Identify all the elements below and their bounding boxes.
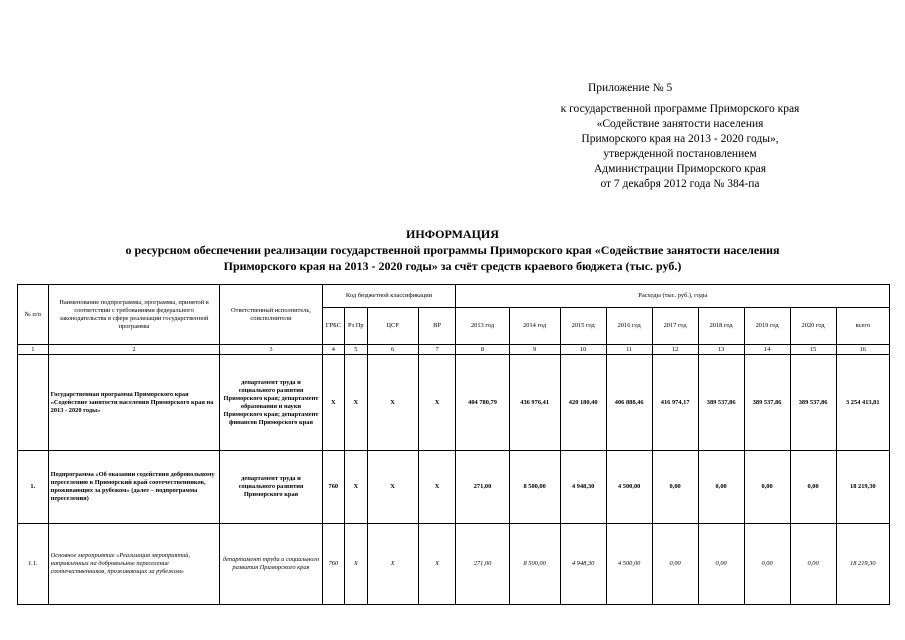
row-2013: 271,00 [456, 524, 509, 605]
column-number: 10 [560, 345, 606, 355]
table-row-activity [18, 524, 890, 605]
header-expenses: Расходы (тыс. руб.), годы [456, 285, 890, 308]
header-grbs: ГРБС [322, 308, 344, 345]
row-name: Основное мероприятие «Реализация мероприятий, направленных на добровольное переселение соотечественников, проживающих за рубежом» [48, 524, 220, 605]
table-header-row [18, 285, 890, 308]
row-total: 18 219,30 [836, 451, 889, 524]
row-2019: 0,00 [744, 524, 790, 605]
row-2015: 420 180,40 [560, 355, 606, 451]
row-executor: департамент труда и социального развития Приморского края [220, 451, 322, 524]
column-number: 4 [322, 345, 344, 355]
title-line: о ресурсном обеспечении реализации государственной программы Приморского края «Содействие занятости населения [125, 243, 780, 257]
row-vr: X [418, 451, 456, 524]
row-executor: департамент труда и социального развития Приморского края; департамент образования и науки Приморского края; департамент финансов Приморского края [220, 355, 322, 451]
row-2020: 0,00 [790, 451, 836, 524]
row-2020: 0,00 [790, 524, 836, 605]
column-number: 8 [456, 345, 509, 355]
row-total: 3 254 413,81 [836, 355, 889, 451]
row-rzpr: X [345, 451, 367, 524]
row-name: Государственная программа Приморского края «Содействие занятости населения Приморского края на 2013 - 2020 годы» [48, 355, 220, 451]
column-number: 12 [652, 345, 698, 355]
row-name: Подпрограмма «Об оказании содействия добровольному переселению в Приморский край соотечественников, проживающих за рубежом» (далее – подпрограмма переселения) [48, 451, 220, 524]
row-2017: 416 974,17 [652, 355, 698, 451]
header-total: всего [836, 308, 889, 345]
header-num: № п/п [18, 285, 49, 345]
row-grbs: 760 [322, 524, 344, 605]
appendix-line: утвержденной постановлением [603, 148, 757, 160]
row-2016: 406 888,46 [606, 355, 652, 451]
row-vr: X [418, 355, 456, 451]
header-executor: Ответственный исполнитель, соисполнители [220, 285, 322, 345]
column-number: 3 [220, 345, 322, 355]
appendix-line: Администрации Приморского края [594, 163, 766, 175]
column-number: 14 [744, 345, 790, 355]
row-executor: департамент труда и социального развития Приморского края [220, 524, 322, 605]
appendix-line: «Содействие занятости населения [596, 118, 764, 130]
row-grbs: 760 [322, 451, 344, 524]
appendix-line: Приморского края на 2013 - 2020 годы», [581, 133, 779, 145]
header-2014: 2014 год [509, 308, 560, 345]
row-2018: 0,00 [698, 451, 744, 524]
row-2018: 389 537,86 [698, 355, 744, 451]
column-number: 7 [418, 345, 456, 355]
row-grbs: X [322, 355, 344, 451]
row-2017: 0,00 [652, 451, 698, 524]
column-number: 6 [367, 345, 418, 355]
header-2015: 2015 год [560, 308, 606, 345]
row-2019: 389 537,86 [744, 355, 790, 451]
row-2019: 0,00 [744, 451, 790, 524]
row-rzpr: X [345, 355, 367, 451]
appendix-block [520, 81, 840, 192]
column-number: 15 [790, 345, 836, 355]
row-vr: X [418, 524, 456, 605]
row-2016: 4 500,00 [606, 451, 652, 524]
title-heading: ИНФОРМАЦИЯ [406, 227, 499, 241]
document-title [0, 226, 905, 274]
column-number: 11 [606, 345, 652, 355]
row-2013: 271,00 [456, 451, 509, 524]
header-rzpr: Рз Пр [345, 308, 367, 345]
resource-table [17, 284, 890, 605]
row-num [18, 355, 49, 451]
header-budget-code: Код бюджетной классификации [322, 285, 456, 308]
row-2015: 4 948,30 [560, 524, 606, 605]
row-csr: X [367, 524, 418, 605]
header-name: Наименование подпрограммы, программы, принятой в соответствии с требованиями федерального законодательства в сфере реализации государственной программы [48, 285, 220, 345]
table-row-subprogram [18, 451, 890, 524]
row-2016: 4 500,00 [606, 524, 652, 605]
header-2016: 2016 год [606, 308, 652, 345]
row-2018: 0,00 [698, 524, 744, 605]
header-2020: 2020 год [790, 308, 836, 345]
appendix-line: к государственной программе Приморского края [560, 103, 800, 115]
row-num: 1. [18, 451, 49, 524]
column-numbers-row [18, 345, 890, 355]
row-2020: 389 537,86 [790, 355, 836, 451]
header-2017: 2017 год [652, 308, 698, 345]
row-2015: 4 948,30 [560, 451, 606, 524]
row-2014: 8 500,00 [509, 524, 560, 605]
row-total: 18 219,30 [836, 524, 889, 605]
column-number: 2 [48, 345, 220, 355]
header-2018: 2018 год [698, 308, 744, 345]
row-rzpr: X [345, 524, 367, 605]
header-vr: ВР [418, 308, 456, 345]
row-2017: 0,00 [652, 524, 698, 605]
column-number: 9 [509, 345, 560, 355]
title-line: Приморского края на 2013 - 2020 годы» за счёт средств краевого бюджета (тыс. руб.) [223, 259, 682, 273]
column-number: 16 [836, 345, 889, 355]
row-2013: 404 780,79 [456, 355, 509, 451]
appendix-line: от 7 декабря 2012 года № 384-па [600, 178, 760, 190]
header-csr: ЦСР [367, 308, 418, 345]
header-2019: 2019 год [744, 308, 790, 345]
column-number: 13 [698, 345, 744, 355]
row-2014: 8 500,00 [509, 451, 560, 524]
row-csr: X [367, 451, 418, 524]
header-2013: 2013 год [456, 308, 509, 345]
table-row-program [18, 355, 890, 451]
column-number: 1 [18, 345, 49, 355]
column-number: 5 [345, 345, 367, 355]
row-2014: 436 976,41 [509, 355, 560, 451]
row-num: 1.1. [18, 524, 49, 605]
appendix-number: Приложение № 5 [588, 82, 673, 94]
row-csr: X [367, 355, 418, 451]
